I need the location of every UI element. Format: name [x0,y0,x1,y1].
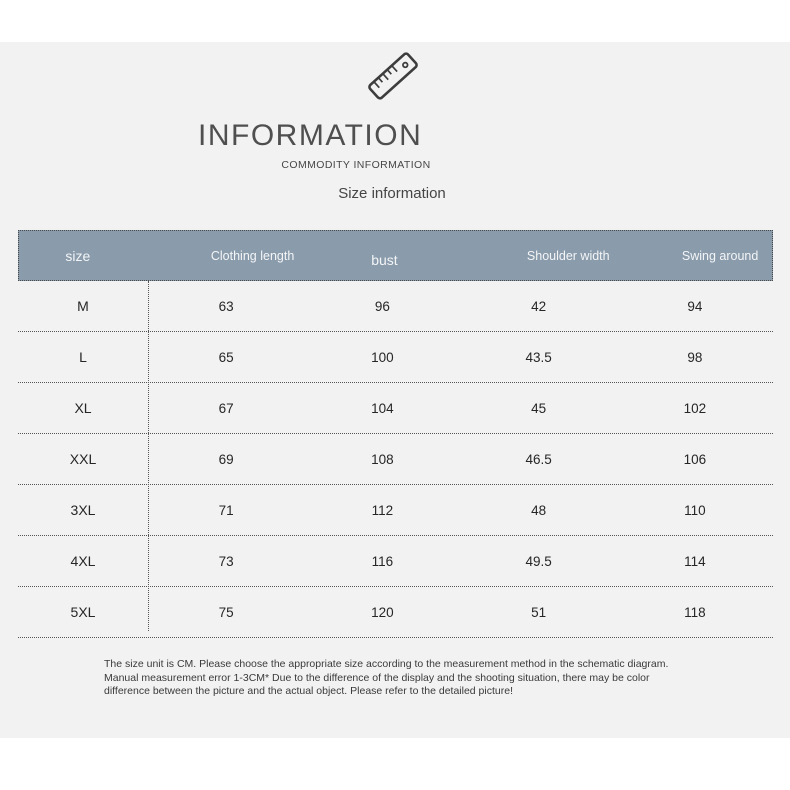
shoulder-width-cell: 49.5 [525,553,552,569]
shoulder-width-cell: 46.5 [525,451,552,467]
size-cell: 5XL [70,604,96,620]
table-header-row [18,230,773,281]
table-row [18,485,773,536]
bust-cell: 100 [371,349,394,365]
note-line: difference between the picture and the actual object. Please refer to the detailed picture! [104,685,513,697]
measurement-note [104,658,668,699]
clothing-length-cell: 75 [218,604,234,620]
bust-cell: 96 [374,298,390,314]
swing-around-cell: 98 [687,349,703,365]
size-cell: M [77,298,89,314]
clothing-length-cell: 73 [218,553,234,569]
swing-around-cell: 102 [683,400,707,416]
bust-cell: 108 [371,451,394,467]
shoulder-width-cell: 45 [531,400,547,416]
swing-around-cell: 114 [684,553,706,569]
size-cell: XL [74,400,92,416]
table-row [18,383,773,434]
table-row [18,587,773,638]
table-body [18,281,773,638]
bust-cell: 104 [371,400,394,416]
swing-around-cell: 94 [687,298,703,314]
size-cell: 4XL [70,553,96,569]
bust-cell: 112 [371,502,394,518]
table-row [18,536,773,587]
size-table [18,230,773,638]
page-title: INFORMATION [198,119,423,152]
note-line: Manual measurement error 1-3CM* Due to the difference of the display and the shooting situation, there may be color [104,671,650,684]
swing-around-cell: 106 [683,451,707,467]
section-title: Size information [338,185,446,202]
table-row [18,332,773,383]
swing-around-cell: 118 [684,604,706,620]
column-header-swing-around: Swing around [681,248,759,263]
shoulder-width-cell: 48 [531,502,547,518]
column-header-size: size [65,247,91,264]
clothing-length-cell: 69 [218,451,234,467]
bust-cell: 120 [371,604,394,620]
column-header-bust: bust [371,251,398,268]
page-subtitle: COMMODITY INFORMATION [281,159,431,171]
size-cell: 3XL [70,502,96,518]
column-header-clothing-length: Clothing length [210,248,295,263]
column-header-shoulder-width: Shoulder width [526,248,610,263]
size-cell: L [79,349,87,365]
size-cell: XXL [69,451,97,467]
table-row [18,434,773,485]
clothing-length-cell: 67 [218,400,234,416]
clothing-length-cell: 63 [218,298,234,314]
shoulder-width-cell: 51 [531,604,547,620]
bust-cell: 116 [371,553,394,569]
swing-around-cell: 110 [684,502,706,518]
table-row [18,281,773,332]
clothing-length-cell: 65 [218,349,234,365]
shoulder-width-cell: 42 [531,298,547,314]
clothing-length-cell: 71 [218,502,234,518]
note-line: The size unit is CM. Please choose the appropriate size according to the measurement method in the schematic diagram. [104,658,669,670]
size-column-divider [148,281,149,631]
shoulder-width-cell: 43.5 [525,349,552,365]
